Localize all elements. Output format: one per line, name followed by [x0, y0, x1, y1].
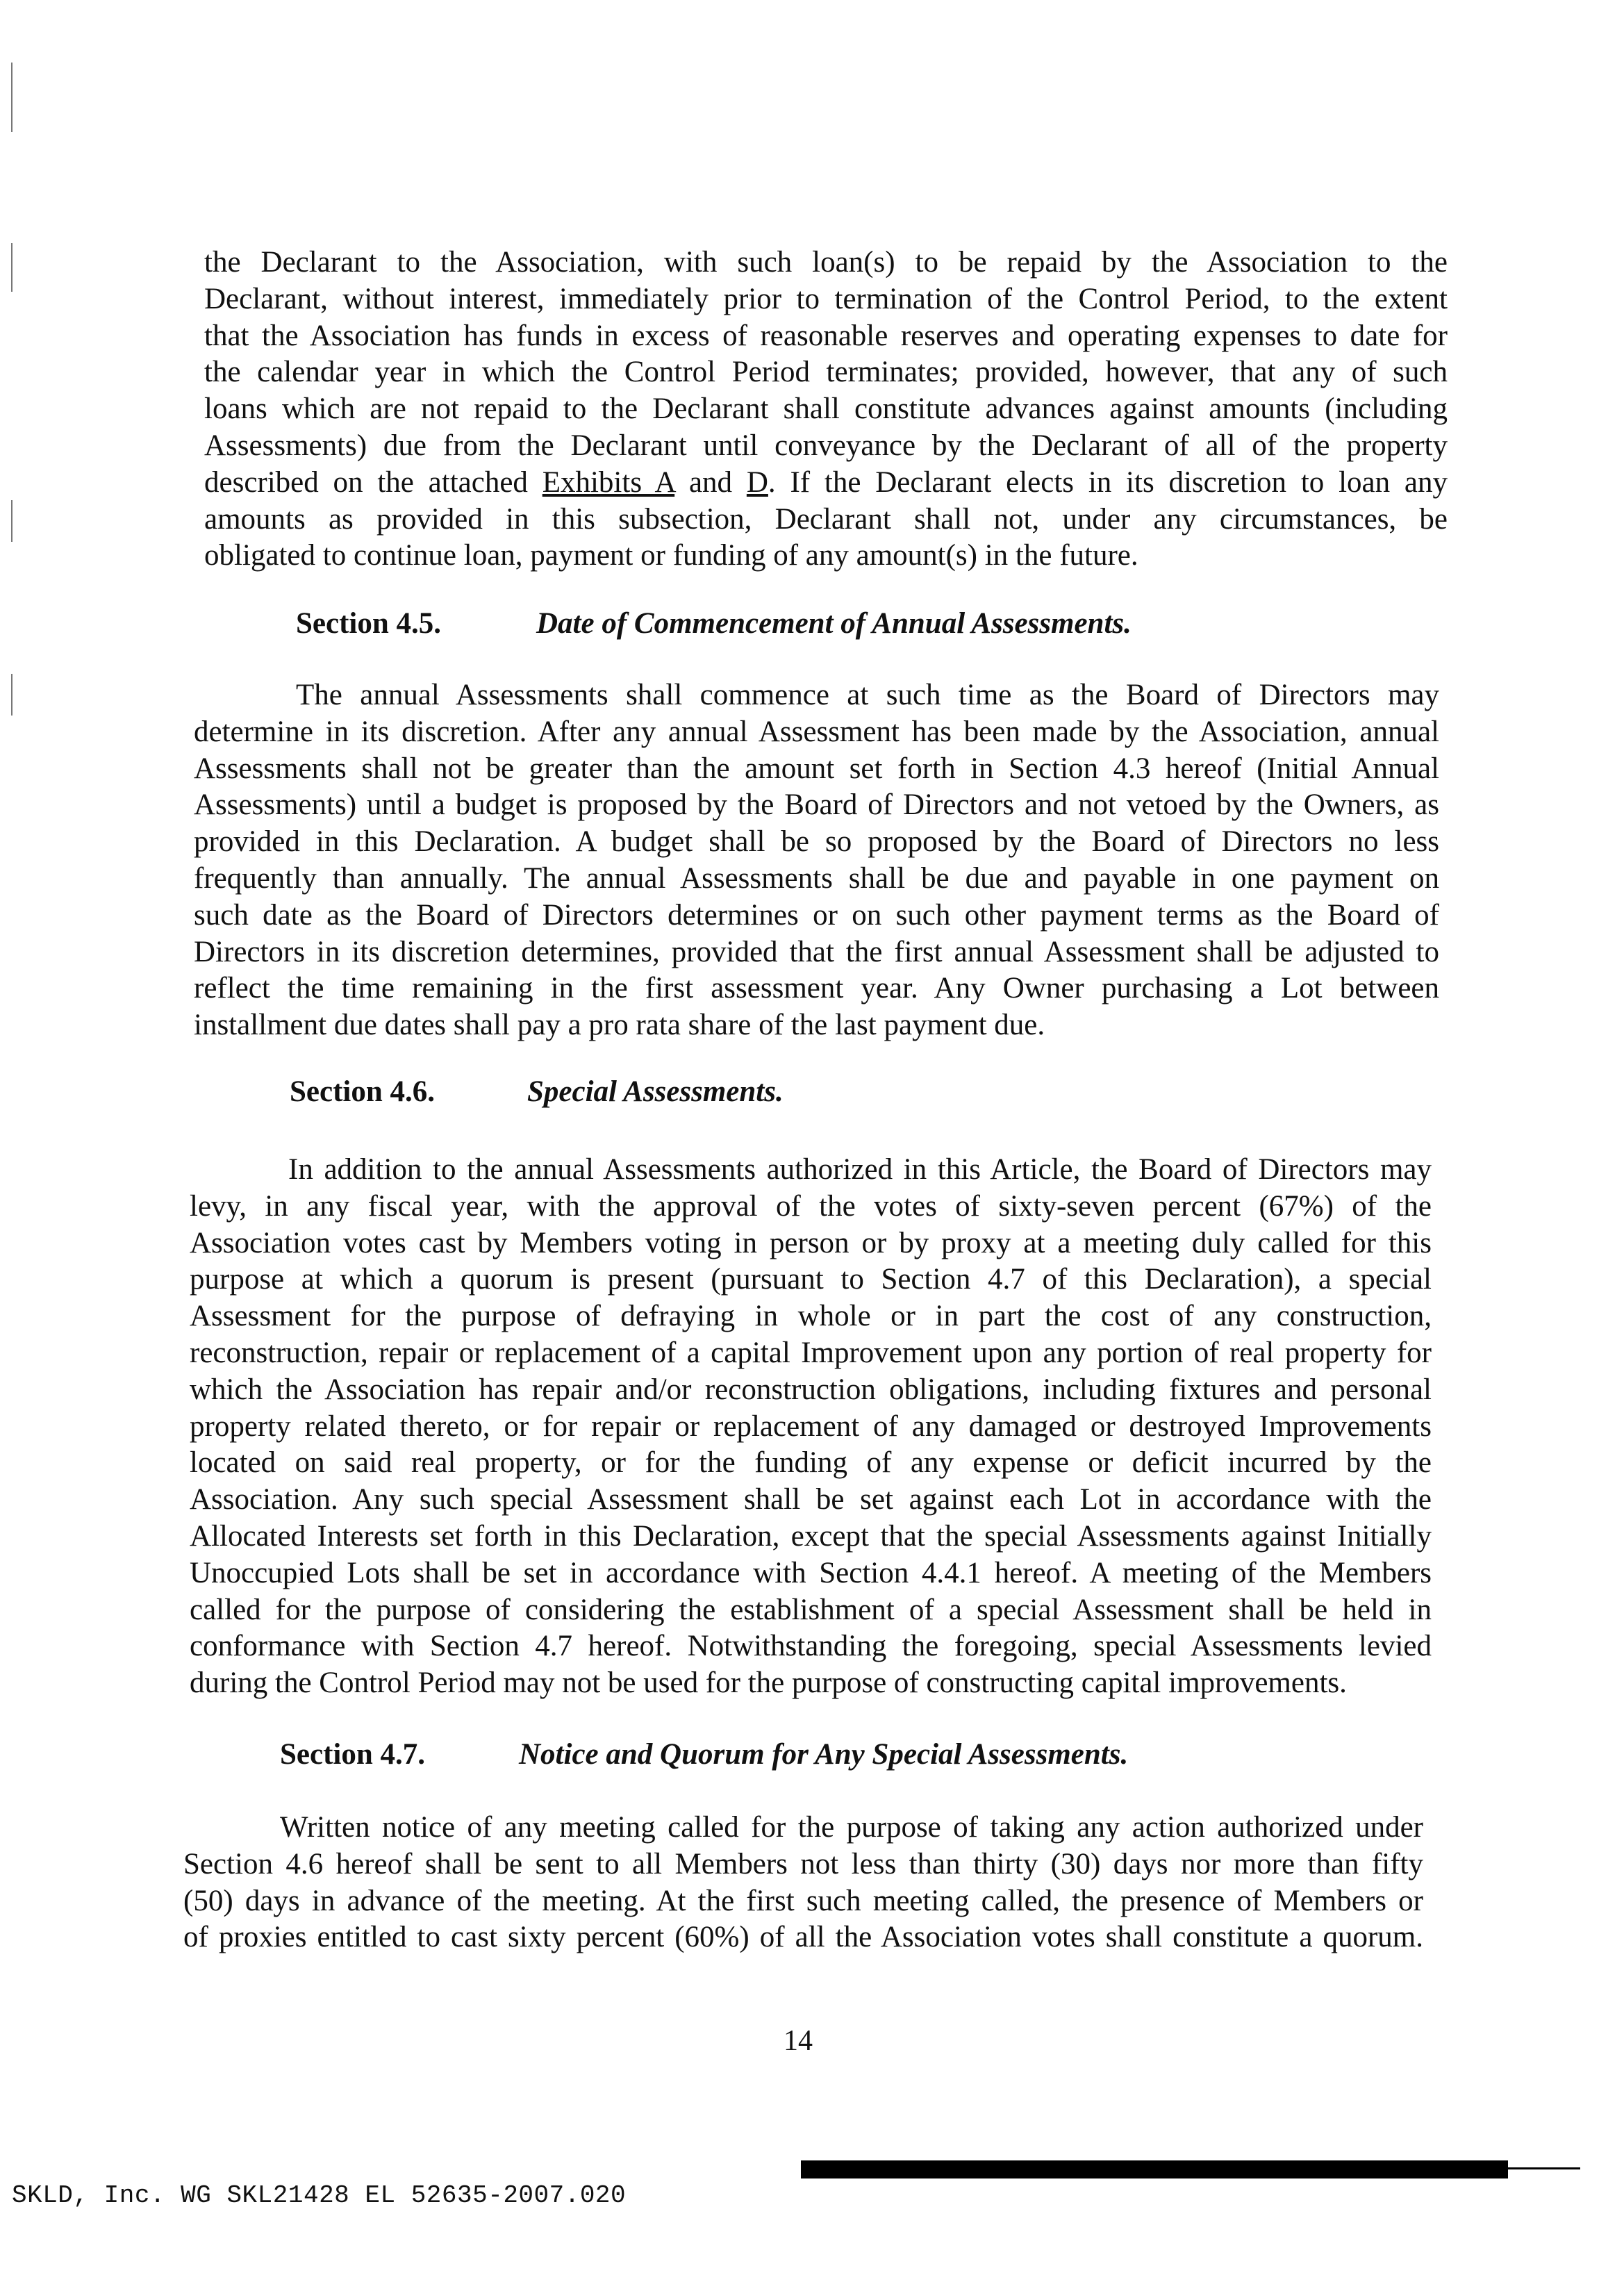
text-line: reconstruction, repair or replacement of a capital Improvement upon any portion of real property for — [190, 1336, 1432, 1369]
scan-artifact — [11, 674, 13, 716]
text-line: that the Association has funds in excess of reasonable reserves and operating expenses to date for — [204, 319, 1448, 352]
text-line: In addition to the annual Assessments authorized in this Article, the Board of Directors may — [288, 1153, 1432, 1186]
text-line: the Declarant to the Association, with such loan(s) to be repaid by the Association to the — [204, 246, 1448, 279]
paragraph-section-4-7 — [183, 1810, 1423, 1956]
divider-line — [1500, 2167, 1580, 2169]
text-line: which the Association has repair and/or reconstruction obligations, including fixtures and personal — [190, 1373, 1432, 1406]
text-line: levy, in any fiscal year, with the approval of the votes of sixty-seven percent (67%) of the — [190, 1189, 1432, 1223]
text-line: provided in this Declaration. A budget shall be so proposed by the Board of Directors no less — [194, 825, 1439, 859]
text-line: purpose at which a quorum is present (pursuant to Section 4.7 of this Declaration), a special — [190, 1263, 1432, 1296]
text-line: Section 4.6 hereof shall be sent to all Members not less than thirty (30) days nor more than fifty — [183, 1847, 1423, 1880]
text-line: Declarant, without interest, immediately prior to termination of the Control Period, to the extent — [204, 282, 1448, 315]
text-line: called for the purpose of considering the establishment of a special Assessment shall be held in — [190, 1593, 1432, 1626]
exhibit-reference: D — [746, 465, 768, 499]
page-number: 14 — [784, 2025, 813, 2057]
text-line — [204, 465, 1448, 502]
section-number: Section 4.6. — [290, 1075, 436, 1108]
text-line: during the Control Period may not be used for the purpose of constructing capital improvements. — [190, 1667, 1347, 1700]
section-title: Special Assessments. — [527, 1075, 784, 1108]
text-line: such date as the Board of Directors determines or on such other payment terms as the Board of — [194, 898, 1439, 932]
scan-artifact — [11, 243, 13, 292]
section-title: Date of Commencement of Annual Assessments. — [536, 607, 1132, 640]
text-line: Assessments) until a budget is proposed by the Board of Directors and not vetoed by the Owners, as — [194, 788, 1439, 822]
paragraph-section-4-6 — [190, 1152, 1432, 1702]
redaction-bar — [801, 2160, 1508, 2178]
text-line: amounts as provided in this subsection, Declarant shall not, under any circumstances, be — [204, 502, 1448, 536]
text-line: Assessments shall not be greater than the amount set forth in Section 4.3 hereof (Initial Annual — [194, 752, 1439, 785]
text-line: reflect the time remaining in the first assessment year. Any Owner purchasing a Lot between — [194, 972, 1439, 1005]
text-line: Written notice of any meeting called for the purpose of taking any action authorized under — [280, 1811, 1423, 1844]
text-line: Allocated Interests set forth in this Declaration, except that the special Assessments against Initially — [190, 1519, 1432, 1553]
scan-artifact — [11, 500, 13, 542]
text-line: the calendar year in which the Control Period terminates; provided, however, that any of such — [204, 356, 1448, 389]
document-footer-id: SKLD, Inc. WG SKL21428 EL 52635-2007.020 — [12, 2181, 627, 2210]
text-segment: and — [674, 465, 747, 499]
section-number: Section 4.5. — [296, 607, 442, 640]
text-segment: . If the Declarant elects in its discretion to loan any — [768, 465, 1448, 499]
text-line: property related thereto, or for repair or replacement of any damaged or destroyed Improvements — [190, 1409, 1432, 1443]
text-line: of proxies entitled to cast sixty percent (60%) of all the Association votes shall constitute a quorum. — [183, 1921, 1423, 1954]
text-line: loans which are not repaid to the Declarant shall constitute advances against amounts (including — [204, 392, 1448, 426]
text-line: obligated to continue loan, payment or funding of any amount(s) in the future. — [204, 539, 1138, 572]
section-number: Section 4.7. — [280, 1738, 426, 1771]
text-line: frequently than annually. The annual Assessments shall be due and payable in one payment on — [194, 861, 1439, 895]
text-segment: described on the attached — [204, 465, 542, 499]
text-line: located on said real property, or for the funding of any expense or deficit incurred by the — [190, 1446, 1432, 1480]
text-line: Directors in its discretion determines, provided that the first annual Assessment shall be adjusted to — [194, 935, 1439, 968]
paragraph-loans-continued — [204, 245, 1448, 574]
text-line: (50) days in advance of the meeting. At the first such meeting called, the presence of Members or — [183, 1884, 1423, 1917]
text-line: Assessments) due from the Declarant until conveyance by the Declarant of all of the property — [204, 429, 1448, 462]
text-line: Association votes cast by Members voting in person or by proxy at a meeting duly called for this — [190, 1226, 1432, 1259]
text-line: determine in its discretion. After any annual Assessment has been made by the Association, annual — [194, 715, 1439, 748]
text-line: Unoccupied Lots shall be set in accordance with Section 4.4.1 hereof. A meeting of the Members — [190, 1556, 1432, 1589]
text-line: The annual Assessments shall commence at such time as the Board of Directors may — [296, 679, 1439, 711]
text-line: installment due dates shall pay a pro rata share of the last payment due. — [194, 1009, 1045, 1042]
text-line: conformance with Section 4.7 hereof. Notwithstanding the foregoing, special Assessments levied — [190, 1630, 1432, 1663]
scan-artifact — [11, 63, 13, 132]
section-title: Notice and Quorum for Any Special Assessments. — [519, 1738, 1129, 1771]
text-line: Association. Any such special Assessment shall be set against each Lot in accordance with the — [190, 1483, 1432, 1516]
exhibit-reference: Exhibits A — [542, 465, 675, 499]
text-line: Assessment for the purpose of defraying in whole or in part the cost of any construction, — [190, 1300, 1432, 1333]
paragraph-section-4-5 — [194, 677, 1439, 1044]
